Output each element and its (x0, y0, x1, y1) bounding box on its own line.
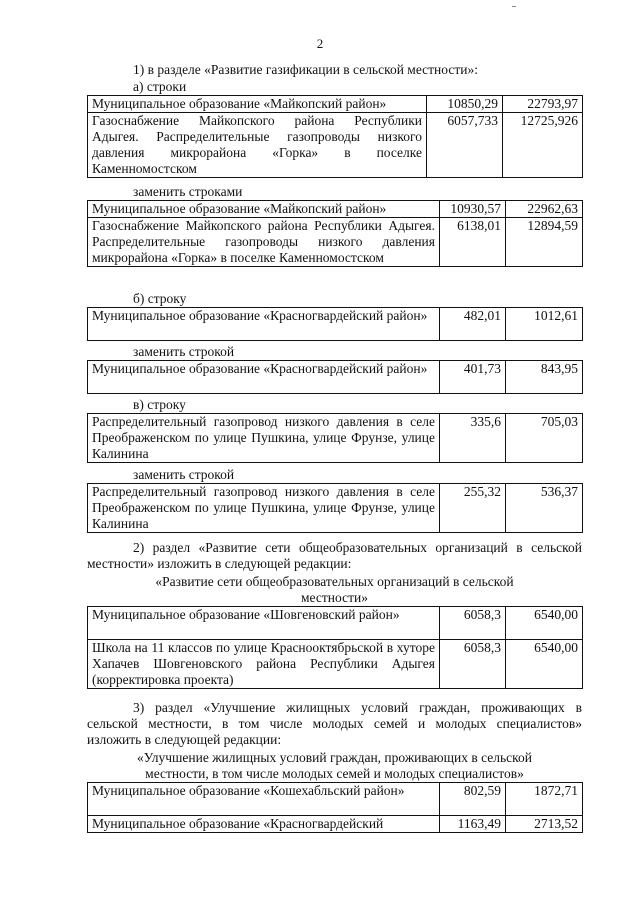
table-original-gas-rows (87, 95, 583, 178)
section-3-text-line-3: изложить в следующей редакции: (87, 732, 282, 747)
section-2-text: 2) раздел «Развитие сети общеобразовательных организаций в сельской местности» изложить в следующей редакции: (87, 540, 582, 571)
value-cell: 536,37 (506, 484, 583, 533)
value-cell: 10850,29 (427, 96, 503, 113)
section-2-heading-line-2: местности» (301, 590, 368, 605)
row-name: Распределительный газопровод низкого давления в селе Преображенском по улице Пушкина, улице Фрунзе, улице Калинина (88, 484, 440, 533)
replace-row-label: заменить строкой (133, 467, 235, 482)
value-cell: 802,59 (440, 783, 506, 816)
row-name: Муниципальное образование «Майкопский район» (88, 96, 427, 113)
subsection-a-label: а) строки (133, 79, 187, 94)
page-number: 2 (316, 36, 324, 51)
table-row (88, 484, 583, 533)
row-name: Муниципальное образование «Красногвардейский (88, 816, 440, 833)
value-cell: 6058,3 (440, 640, 506, 689)
replace-row-label: заменить строкой (133, 344, 235, 359)
value-cell: 335,6 (440, 414, 506, 463)
table-school-network (87, 606, 583, 689)
value-cell: 6058,3 (440, 607, 506, 640)
table-row (88, 113, 583, 178)
row-name: Газоснабжение Майкопского района Республики Адыгея. Распределительные газопроводы низкого давления микрорайона «Горка» в поселке Каменномостском (88, 113, 427, 178)
section-3-heading-line-2: местности, в том числе молодых семей и молодых специалистов» (145, 766, 524, 781)
subsection-c-label: в) строку (133, 397, 186, 412)
table-row (88, 783, 583, 816)
row-name: Муниципальное образование «Майкопский район» (88, 201, 440, 218)
value-cell: 6540,00 (506, 640, 583, 689)
section-3-text-line-1: 3) раздел «Улучшение жилищных условий граждан, проживающих в (133, 700, 582, 715)
value-cell: 401,73 (440, 361, 506, 394)
value-cell: 6057,733 (427, 113, 503, 178)
value-cell: 12894,59 (506, 218, 583, 267)
value-cell: 705,03 (506, 414, 583, 463)
table-row (88, 640, 583, 689)
section-1-intro: 1) в разделе «Развитие газификации в сельской местности»: (133, 62, 478, 77)
value-cell: 1012,61 (506, 308, 583, 341)
row-name: Распределительный газопровод низкого давления в селе Преображенском по улице Пушкина, улице Фрунзе, улице Калинина (88, 414, 440, 463)
table-row (88, 201, 583, 218)
table-row (88, 218, 583, 267)
replace-rows-label: заменить строками (133, 184, 243, 199)
row-name: Муниципальное образование «Красногвардейский район» (88, 308, 440, 341)
value-cell: 10930,57 (440, 201, 506, 218)
table-row (88, 308, 583, 341)
value-cell: 6138,01 (440, 218, 506, 267)
value-cell: 482,01 (440, 308, 506, 341)
scan-mark (512, 6, 516, 7)
value-cell: 22962,63 (506, 201, 583, 218)
subsection-b-label: б) строку (133, 291, 187, 306)
table-row (88, 96, 583, 113)
row-name: Газоснабжение Майкопского района Республики Адыгея. Распределительные газопроводы низкого давления микрорайона «Горка» в поселке Каменномостском (88, 218, 440, 267)
section-3-text-line-2: сельской местности, в том числе молодых семей и молодых специалистов» (87, 716, 582, 731)
row-name: Муниципальное образование «Шовгеновский район» (88, 607, 440, 640)
value-cell: 22793,97 (503, 96, 583, 113)
table-original-preobrazhenskoe (87, 413, 583, 463)
table-housing-conditions (87, 782, 583, 833)
table-row (88, 414, 583, 463)
section-2-heading-line-1: «Развитие сети общеобразовательных организаций в сельской (155, 574, 514, 589)
table-row (88, 361, 583, 394)
value-cell: 2713,52 (506, 816, 583, 833)
value-cell: 6540,00 (506, 607, 583, 640)
table-replacement-gas-rows (87, 200, 583, 267)
value-cell: 255,32 (440, 484, 506, 533)
value-cell: 1163,49 (440, 816, 506, 833)
row-name: Муниципальное образование «Красногвардейский район» (88, 361, 440, 394)
row-name: Муниципальное образование «Кошехабльский район» (88, 783, 440, 816)
row-name: Школа на 11 классов по улице Краснооктябрьской в хуторе Хапачев Шовгеновского района Республики Адыгея (корректировка проекта) (88, 640, 440, 689)
table-replacement-krasnogvardeysky (87, 360, 583, 394)
value-cell: 12725,926 (503, 113, 583, 178)
section-3-heading-line-1: «Улучшение жилищных условий граждан, проживающих в сельской (136, 750, 533, 765)
table-row (88, 607, 583, 640)
value-cell: 1872,71 (506, 783, 583, 816)
table-row (88, 816, 583, 833)
table-original-krasnogvardeysky (87, 307, 583, 341)
table-replacement-preobrazhenskoe (87, 483, 583, 533)
value-cell: 843,95 (506, 361, 583, 394)
